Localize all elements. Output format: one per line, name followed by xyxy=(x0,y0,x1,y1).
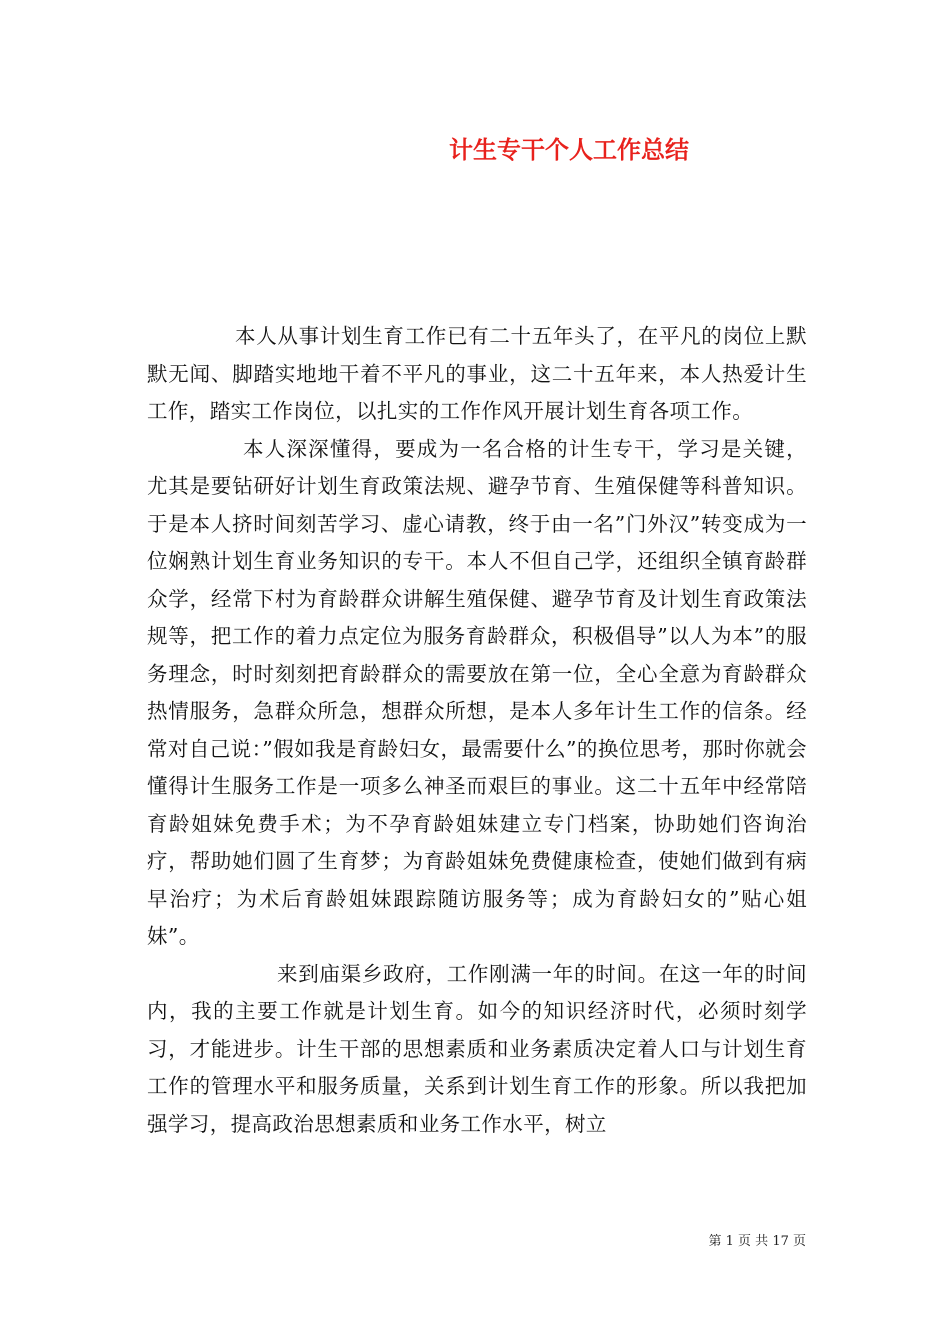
page-number-footer: 第 1 页 共 17 页 xyxy=(708,1234,806,1249)
paragraph-3: 来到庙渠乡政府，工作刚满一年的时间。在这一年的时间内，我的主要工作就是计划生育。如今的知识经济时代，必须时刻学习，才能进步。计生干部的思想素质和业务素质决定着人口与计划生育工作的管理水平和服务质量，关系到计划生育工作的形象。所以我把加强学习，提高政治思想素质和业务工作水平，树立 xyxy=(147,961,807,1136)
document-title: 计生专干个人工作总结 xyxy=(449,135,689,164)
paragraph-1: 本人从事计划生育工作已有二十五年头了，在平凡的岗位上默默无闻、脚踏实地地干着不平凡的事业，这二十五年来，本人热爱计生工作，踏实工作岗位，以扎实的工作作风开展计划生育各项工作。 xyxy=(147,324,807,423)
paragraph-2: 本人深深懂得，要成为一名合格的计生专干，学习是关键，尤其是要钻研好计划生育政策法规、避孕节育、生殖保健等科普知识。于是本人挤时间刻苦学习、虚心请教，终于由一名”门外汉”转变成为一位娴熟计划生育业务知识的专干。本人不但自己学，还组织全镇育龄群众学，经常下村为育龄群众讲解生殖保健、避孕节育及计划生育政策法规等，把工作的着力点定位为服务育龄群众，积极倡导”以人为本”的服务理念，时时刻刻把育龄群众的需要放在第一位，全心全意为育龄群众热情服务，急群众所急，想群众所想，是本人多年计生工作的信条。经常对自己说：”假如我是育龄妇女，最需要什么”的换位思考，那时你就会懂得计生服务工作是一项多么神圣而艰巨的事业。这二十五年中经常陪育龄姐妹免费手术；为不孕育龄姐妹建立专门档案，协助她们咨询治疗，帮助她们圆了生育梦；为育龄姐妹免费健康检查，使她们做到有病早治疗；为术后育龄姐妹跟踪随访服务等；成为育龄妇女的”贴心姐妹”。 xyxy=(147,436,807,948)
document-body xyxy=(147,318,807,1143)
